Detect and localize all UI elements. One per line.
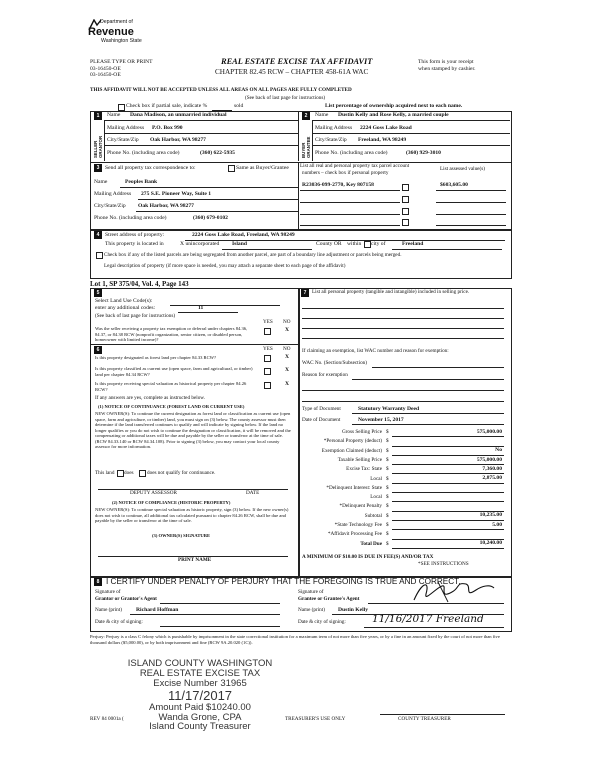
located-label: This property is located in [105, 241, 164, 247]
dept-line3: Washington State [101, 38, 142, 44]
print-name-label: PRINT NAME [178, 557, 212, 563]
s6-q1-answer[interactable]: X [285, 354, 290, 360]
segregated-label: Check box if any of the listed parcels are being segregated from another parcel, are part of a boundary line adjustment or parcels being merged. [104, 252, 402, 258]
within-label: within [347, 241, 362, 247]
partial-sale-checkbox[interactable] [118, 104, 125, 111]
instructions-note: (See back of last page for instructions) [245, 95, 326, 101]
tax-row-value[interactable]: 575,000.00 [476, 456, 502, 463]
grantor-name[interactable]: Richard Hoffman [136, 607, 179, 613]
dept-line2: Revenue [88, 26, 134, 38]
corr-mailing-label: Mailing Address [94, 191, 132, 197]
section-3-badge: 3 [94, 164, 102, 172]
seller-mailing[interactable]: P.O. Box 990 [152, 125, 183, 131]
section-5-badge: 5 [94, 289, 102, 297]
grantee-name-label: Name (print) [298, 607, 325, 613]
county-value[interactable]: Island [232, 241, 247, 247]
notice1-body: NEW OWNER(S): To continue the current designation as forest land or classification as current use (open space, farm and agriculture, or timber) land, you must sign on (3) below. The county assessor must then determine if the land transferred continues to qualify and will indicate by signing below. If the land no longer qualifies or you do not wish to continue the designation or classification, it will be removed and the compensating or additional taxes will be due and payable by the seller or transferor at the time of sale. (RCW 84.33.140 or RCW 84.34.108). Prior to signing (3) below, you may contact your local county assessor for more information. [95, 411, 291, 449]
tax-row-dollar-sign: $ [386, 531, 389, 538]
s6-q1: Is this property designated as forest land per chapter 84.33 RCW? [95, 355, 217, 360]
tax-row-dollar-sign: $ [386, 512, 389, 519]
grantor-date-label: Date & city of signing: [95, 619, 143, 625]
doc-date-label: Date of Document [302, 417, 341, 423]
sold-label: sold [234, 103, 244, 109]
tax-row-label: *Personal Property (deduct) [323, 438, 382, 445]
s6-q1-yes-checkbox[interactable] [264, 355, 271, 362]
grantor-sig-label-1: Signature of [95, 589, 121, 595]
doc-date[interactable]: November 15, 2017 [358, 417, 404, 423]
seller-mailing-label: Mailing Address [107, 125, 145, 131]
buyer-mailing[interactable]: 2224 Goss Lake Road [360, 125, 412, 131]
tax-row-value[interactable]: 10,240.00 [479, 540, 502, 547]
corr-mailing[interactable]: 275 S.E. Pioneer Way, Suite 1 [141, 191, 212, 197]
buyer-phone-label: Phone No. (including area code) [315, 150, 388, 156]
buyer-city-label: City/State/Zip [315, 137, 347, 143]
section-4-badge: 4 [94, 231, 102, 239]
s6-q3-answer[interactable]: X [285, 381, 290, 387]
s5-q1-answer[interactable]: X [285, 327, 290, 333]
street-label: Street address of property: [105, 232, 165, 238]
dept-line1: Department of [100, 19, 133, 25]
parcel-number[interactable]: R23036-099-2770, Key 807158 [302, 182, 374, 188]
s6-q3: Is this property receiving special valuation as historical property per chapter 84.26 RCW? [95, 381, 247, 392]
tax-row-label: Subtotal [364, 512, 382, 519]
buyer-side-label: BUYER GRANTEE [301, 136, 311, 158]
corr-phone[interactable]: (360) 679-0102 [193, 215, 228, 221]
section-2-badge: 2 [302, 112, 310, 120]
rev-code: REV 84 0001a ( [90, 716, 124, 722]
stamp-line-5: Amount Paid $10240.00 [149, 701, 251, 713]
tax-row-dollar-sign: $ [386, 466, 389, 473]
grantee-date-handwritten[interactable]: 11/16/2017 Freeland [372, 613, 484, 625]
assessor-date-label: DATE [246, 490, 260, 496]
tax-row-label: *Affidavit Processing Fee [327, 531, 382, 538]
parcel-3-personal-checkbox[interactable] [402, 208, 409, 215]
section-8-badge: 8 [94, 578, 102, 586]
buyer-mailing-label: Mailing Address [315, 125, 353, 131]
tax-row-label: Taxable Selling Price [337, 456, 382, 463]
if-yes-note: If any answers are yes, complete as instructed below. [95, 395, 206, 401]
segregated-checkbox[interactable] [96, 252, 103, 259]
assessed-value[interactable]: $603,605.00 [440, 182, 468, 188]
parcel-2-personal-checkbox[interactable] [402, 196, 409, 203]
exemption-reason-label: Reason for exemption [302, 372, 348, 378]
grantor-sig-label-2: Grantor or Grantor's Agent [95, 596, 157, 602]
does-not-label: does not qualify for continuance. [147, 470, 216, 476]
stamp-line-1: ISLAND COUNTY WASHINGTON [127, 658, 273, 669]
grantor-signature-line[interactable] [160, 603, 280, 604]
additional-code[interactable]: 11 [198, 305, 204, 311]
s6-q2-yes-checkbox[interactable] [264, 368, 271, 375]
grantee-sig-label-1: Signature of [298, 589, 324, 595]
additional-codes-label: enter any additional codes: [95, 305, 156, 311]
deputy-assessor-label: DEPUTY ASSESSOR [130, 490, 177, 496]
does-not-qualify-checkbox[interactable] [139, 470, 146, 477]
section-6-badge: 6 [94, 346, 102, 354]
warning: THIS AFFIDAVIT WILL NOT BE ACCEPTED UNLESS ALL AREAS ON ALL PAGES ARE FULLY COMPLETED [90, 87, 352, 93]
parcel-1-personal-checkbox[interactable] [402, 184, 409, 191]
receipt-note-2: when stamped by cashier. [418, 66, 476, 72]
tax-row-value[interactable]: 7,360.00 [482, 465, 502, 472]
corr-city[interactable]: Oak Harbor, WA 98277 [138, 203, 194, 209]
corr-name-label: Name [94, 179, 108, 185]
minimum-fee-note: A MINIMUM OF $10.00 IS DUE IN FEE(S) AND/OR TAX [302, 554, 434, 560]
s5-q1: Was the seller receiving a property tax exemption or deferral under chapters 84.36, 84.37, or 84.38 RCW (nonprofit organization, senior citizen, or disabled person, homeowner with limited income)? [95, 326, 248, 343]
s6-yes-header: YES [263, 346, 273, 352]
tax-row-label: *Delinquent Penalty [339, 503, 382, 510]
tax-row-label: Local [370, 475, 382, 482]
s6-no-header: NO [283, 346, 291, 352]
notice1-title: (1) NOTICE OF CONTINUANCE (FOREST LAND OR CURRENT USE) [98, 404, 245, 409]
stamp-line-3: Excise Number 31965 [153, 677, 247, 689]
does-qualify-checkbox[interactable] [117, 470, 124, 477]
tax-row-label: Local [370, 494, 382, 501]
owner-signature-label: (3) OWNER(S) SIGNATURE [152, 533, 211, 538]
corr-phone-label: Phone No. (including area code) [94, 215, 167, 221]
tax-row-value[interactable]: 575,000.00 [476, 428, 502, 435]
tax-row-value[interactable]: 5.00 [492, 521, 502, 528]
seller-phone-label: Phone No. (including area code) [107, 150, 180, 156]
tax-row-label: Excise Tax: State [346, 466, 382, 473]
tax-row-dollar-sign: $ [386, 447, 389, 454]
parcels-header-2: numbers – check box if personal property [302, 170, 389, 176]
grantee-sig-label-2: Grantee or Grantee's Agent [298, 596, 360, 602]
s6-q2: Is this property classified as current use (open space, farm and agricultural, or timber) land per chapter 84.34 RCW? [95, 366, 253, 377]
s5-yes-header: YES [263, 319, 273, 325]
grantor-name-label: Name (print) [95, 607, 122, 613]
stamp-line-7: Island County Treasurer [149, 721, 251, 733]
form-code-1: 03-16450-OE [90, 66, 121, 72]
county-or-label: County OR [316, 241, 342, 247]
seller-phone[interactable]: (360) 622-5935 [200, 150, 235, 156]
list-percentage-note: List percentage of ownership acquired next to each name. [325, 103, 463, 109]
tax-row-dollar-sign: $ [386, 484, 389, 491]
tax-row-label: Total Due [360, 540, 382, 547]
print-note: PLEASE TYPE OR PRINT [90, 59, 153, 65]
legal-description[interactable]: Lot 1, SP 375/04, Vol. 4, Page 143 [90, 280, 189, 288]
tax-row-value[interactable]: No [495, 447, 502, 454]
certify-statement: I CERTIFY UNDER PENALTY OF PERJURY THAT THE FOREGOING IS TRUE AND CORRECT. [106, 577, 461, 586]
s6-q2-answer[interactable]: X [285, 367, 290, 373]
tax-row-dollar-sign: $ [386, 494, 389, 501]
buyer-name[interactable]: Dustin Kelly and Rose Kelly, a married couple [338, 112, 449, 118]
form-title: REAL ESTATE EXCISE TAX AFFIDAVIT [221, 57, 373, 66]
does-label: does [124, 470, 134, 476]
grantee-signature-scribble-icon [408, 578, 498, 606]
tax-row-dollar-sign: $ [386, 503, 389, 510]
stamp-line-4: 11/17/2017 [167, 687, 233, 703]
correspondence-label: Send all property tax correspondence to: [105, 165, 196, 171]
stamp-line-2: REAL ESTATE EXCISE TAX [139, 667, 261, 679]
seller-name-label: Name [107, 112, 121, 118]
form-subtitle: CHAPTER 82.45 RCW – CHAPTER 458-61A WAC [215, 68, 369, 76]
stamp-line-6: Wanda Grone, CPA [158, 711, 242, 723]
tax-row-value[interactable]: 2,875.00 [482, 475, 502, 482]
exemption-claim-label: If claiming an exemption, list WAC number and reason for exemption: [302, 348, 449, 354]
buyer-city[interactable]: Freeland, WA 98249 [358, 137, 407, 143]
tax-row-label: *State Technology Fee [334, 522, 382, 528]
same-as-buyer-label: Same as Buyer/Grantee [236, 165, 289, 171]
grantee-name[interactable]: Dustin Kelly [338, 607, 368, 613]
tax-row-label: Gross Selling Price [341, 429, 382, 435]
tax-row-label: Exemption Claimed (deduct) [321, 447, 382, 454]
parcels-header-1: List all real and personal property tax parcel account [300, 163, 410, 169]
tax-row-label: *Delinquent Interest: State [326, 484, 382, 491]
treasurer-stamp [115, 659, 285, 732]
seller-city-label: City/State/Zip [107, 137, 139, 143]
seller-side-label: SELLER GRANTOR [93, 135, 103, 158]
doc-type[interactable]: Statutory Warranty Deed [358, 406, 420, 412]
tax-row-dollar-sign: $ [386, 540, 389, 547]
s5-q1-yes-checkbox[interactable] [264, 328, 271, 335]
wac-label: WAC No. (Section/Subsection) [302, 360, 367, 366]
county-treasurer-label: COUNTY TREASURER [398, 716, 451, 722]
corr-city-label: City/State/Zip [94, 203, 126, 209]
city-value[interactable]: Freeland [402, 241, 424, 247]
seller-name[interactable]: Dana Madison, an unmarried individual [130, 112, 227, 118]
land-use-label: Select Land Use Code(s): [95, 298, 153, 304]
buyer-name-label: Name [315, 112, 329, 118]
personal-property-label: List all personal property (tangible and intangible) included in selling price. [312, 289, 470, 295]
form-code-2: 03-16450-OE [90, 72, 121, 78]
s5-no-header: NO [283, 319, 291, 325]
city-of-label: city of [371, 241, 386, 247]
notice2-title: (2) NOTICE OF COMPLIANCE (HISTORIC PROPERTY) [112, 500, 231, 505]
legal-label: Legal description of property (if more space is needed, you may attach a separate sheet to each page of the affidavit) [104, 263, 346, 269]
corr-name[interactable]: Peoples Bank [125, 179, 158, 185]
see-instructions-note: *SEE INSTRUCTIONS [418, 561, 469, 567]
tax-row-dollar-sign: $ [386, 438, 389, 445]
assessed-header: List assessed value(s) [440, 166, 485, 172]
parcel-4-personal-checkbox[interactable] [402, 219, 409, 226]
buyer-phone[interactable]: (360) 929-3010 [406, 150, 441, 156]
tax-row-dollar-sign: $ [386, 456, 389, 463]
s6-q3-yes-checkbox[interactable] [264, 382, 271, 389]
unincorporated: X unincorporated [180, 241, 220, 247]
tax-row-dollar-sign: $ [386, 429, 389, 435]
dor-logo [88, 18, 158, 52]
section-1-badge: 1 [94, 112, 102, 120]
same-as-buyer-checkbox[interactable] [228, 165, 235, 172]
section-7-badge: 7 [301, 289, 309, 297]
seller-city[interactable]: Oak Harbor, WA 98277 [150, 137, 206, 143]
within-city-checkbox[interactable] [364, 241, 371, 248]
see-back-note: (See back of last page for instructions) [95, 313, 176, 319]
tax-row-value[interactable]: 10,235.00 [479, 512, 502, 519]
grantee-date-label: Date & city of signing: [298, 619, 346, 625]
tax-row-dollar-sign: $ [386, 522, 389, 528]
doc-type-label: Type of Document [302, 406, 341, 412]
treasurer-use-label: TREASURER'S USE ONLY [285, 716, 346, 722]
partial-sale-label: Check box if partial sale, indicate % [126, 103, 208, 109]
receipt-note-1: This form is your receipt [418, 59, 474, 65]
perjury-note: Perjury: Perjury is a class C felony which is punishable by imprisonment in the state correctional institution for a maximum term of not more than five years, or by a fine in an amount fixed by the court of not more than five thousand dollars ($5,000.00), or by both imprisonment and fine (RCW 9A.20.020 (1C)). [90, 634, 500, 645]
land-does-label: This land [95, 470, 115, 476]
tax-row-dollar-sign: $ [386, 475, 389, 482]
street-address[interactable]: 2224 Goss Lake Road, Freeland, WA 98249 [192, 232, 295, 238]
notice2-body: NEW OWNER(S): To continue special valuation as historic property, sign (3) below. If the new owner(s) does not wish to continue, all additional tax calculated pursuant to chapter 84.26 RCW, shall be due and payable by the seller or transferor at the time of sale. [95, 507, 289, 523]
